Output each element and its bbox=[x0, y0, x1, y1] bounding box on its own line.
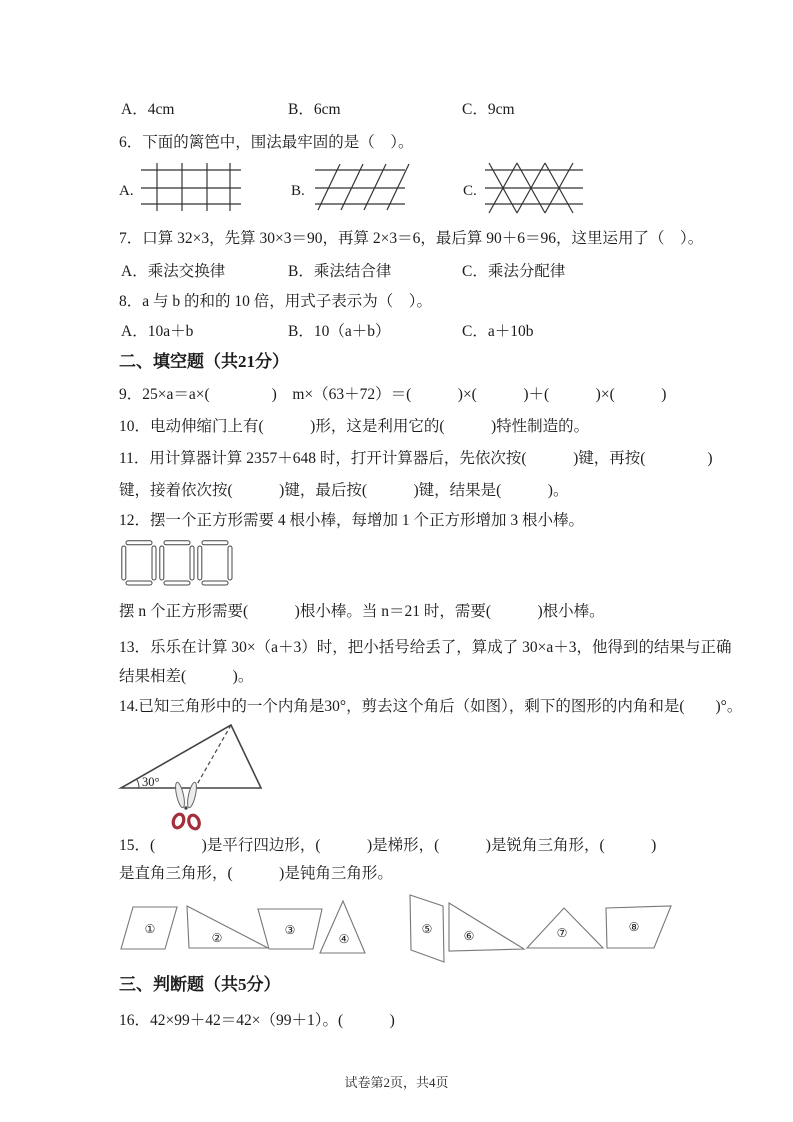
matchstick-square-2 bbox=[160, 541, 194, 585]
fence-b-slant-diagram bbox=[315, 164, 409, 210]
question-12-text-line2: 摆 n 个正方形需要( )根小棒。当 n＝21 时，需要( )根小棒。 bbox=[119, 603, 605, 620]
question-15-text-line2: 是直角三角形，( )是钝角三角形。 bbox=[119, 865, 393, 882]
question-5-option-c: C．9cm bbox=[462, 101, 515, 118]
question-14-text: 14.已知三角形中的一个内角是30°，剪去这个角后（如图），剩下的图形的内角和是( )°。 bbox=[119, 698, 743, 715]
question-7-text: 7．口算 32×3，先算 30×3＝90，再算 2×3＝6，最后算 90＋6＝96，这里运用了（ ）。 bbox=[119, 230, 704, 247]
page-footer: 试卷第2页，共4页 bbox=[344, 1075, 449, 1090]
question-12-text-line1: 12．摆一个正方形需要 4 根小棒，每增加 1 个正方形增加 3 根小棒。 bbox=[119, 512, 585, 529]
shape-1-label: ① bbox=[144, 922, 156, 936]
matchstick-square-1 bbox=[122, 541, 156, 585]
fence-c-label: C. bbox=[463, 183, 477, 199]
question-8-text: 8．a 与 b 的和的 10 倍，用式子表示为（ ）。 bbox=[119, 293, 433, 310]
question-6-text: 6．下面的篱笆中，围法最牢固的是（ ）。 bbox=[119, 134, 414, 151]
scissors-icon bbox=[171, 782, 201, 831]
shape-7-label: ⑦ bbox=[556, 926, 568, 940]
shape-8-label: ⑧ bbox=[628, 920, 640, 934]
question-8-option-a: A．10a＋b bbox=[121, 323, 194, 340]
question-14-triangle-diagram bbox=[113, 712, 298, 838]
question-15-text-line1: 15．( )是平行四边形，( )是梯形，( )是锐角三角形，( ) bbox=[119, 837, 657, 854]
shape-4-label: ④ bbox=[338, 932, 350, 946]
shape-6-right-triangle bbox=[449, 903, 524, 951]
question-5-option-b: B．6cm bbox=[288, 101, 341, 118]
fence-a-grid-diagram bbox=[141, 163, 241, 211]
question-7-option-b: B．乘法结合律 bbox=[288, 263, 392, 280]
shape-6-label: ⑥ bbox=[463, 929, 475, 943]
question-13-text-line1: 13．乐乐在计算 30×（a＋3）时，把小括号给丢了，算成了 30×a＋3，他得到的结果与正确 bbox=[119, 639, 732, 656]
angle-label: 30° bbox=[142, 775, 160, 789]
question-12-squares-diagram bbox=[121, 540, 237, 588]
question-8-option-b: B．10（a＋b） bbox=[288, 323, 391, 340]
section-judge-header: 三、判断题（共5分） bbox=[119, 975, 281, 994]
question-13-text-line2: 结果相差( )。 bbox=[119, 668, 254, 685]
angle-arc bbox=[137, 779, 139, 788]
fence-c-cross-diagram bbox=[485, 163, 583, 213]
question-11-text-line1: 11．用计算器计算 2357＋648 时，打开计算器后，先依次按( )键，再按( ) bbox=[119, 450, 713, 467]
question-7-option-c: C．乘法分配律 bbox=[462, 263, 566, 280]
question-8-option-c: C．a＋10b bbox=[462, 323, 534, 340]
shape-5-label: ⑤ bbox=[421, 922, 433, 936]
question-5-option-a: A．4cm bbox=[121, 101, 175, 118]
question-9-text: 9．25×a＝a×( ) m×（63＋72）＝( )×( )＋( )×( ) bbox=[119, 386, 667, 403]
question-6-fence-diagrams bbox=[115, 157, 615, 219]
fence-a-label: A. bbox=[119, 183, 134, 199]
question-11-text-line2: 键，接着依次按( )键，最后按( )键，结果是( )。 bbox=[119, 482, 569, 499]
question-7-option-a: A．乘法交换律 bbox=[121, 263, 226, 280]
shape-2-obtuse-triangle bbox=[187, 906, 268, 948]
question-16-text: 16．42×99＋42＝42×（99＋1）。( ) bbox=[119, 1012, 395, 1029]
question-15-shapes-diagram bbox=[113, 888, 685, 966]
section-fill-in-header: 二、填空题（共21分） bbox=[119, 352, 289, 371]
matchstick-square-3 bbox=[198, 541, 232, 585]
shape-2-label: ② bbox=[211, 931, 223, 945]
fence-b-label: B. bbox=[291, 183, 305, 199]
shape-3-label: ③ bbox=[284, 923, 296, 937]
question-10-text: 10．电动伸缩门上有( )形，这是利用它的( )特性制造的。 bbox=[119, 418, 590, 435]
